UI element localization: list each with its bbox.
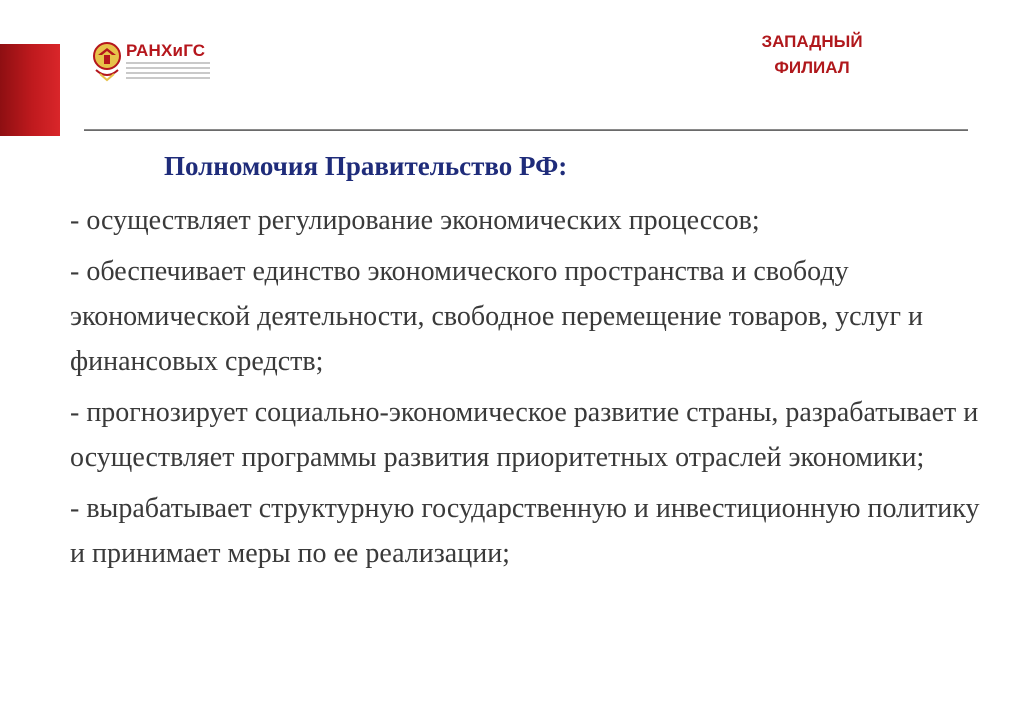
branch-label	[747, 29, 877, 81]
powers-list	[70, 198, 990, 582]
logo-subtitle-lines	[126, 62, 210, 82]
eagle-emblem-icon	[92, 40, 122, 82]
slide-title: Полномочия Правительство РФ:	[164, 151, 568, 181]
header-divider	[84, 129, 968, 131]
ranepa-logo	[92, 40, 222, 84]
branch-line-1: ЗАПАДНЫЙ	[761, 32, 863, 51]
accent-bar	[0, 44, 60, 136]
list-item: - осуществляет регулирование экономических процессов;	[70, 205, 760, 236]
list-item: - прогнозирует социально-экономическое развитие страны, разрабатывает и осуществляет программы развития приоритетных отраслей экономики;	[70, 397, 979, 473]
branch-line-2: ФИЛИАЛ	[774, 58, 850, 77]
list-item: - вырабатывает структурную государственную и инвестиционную политику и принимает меры по ее реализации;	[70, 493, 980, 569]
list-item: - обеспечивает единство экономического пространства и свободу экономической деятельности, свободное перемещение товаров, услуг и финансовых средств;	[70, 256, 923, 377]
logo-name: РАНХиГС	[126, 41, 206, 60]
